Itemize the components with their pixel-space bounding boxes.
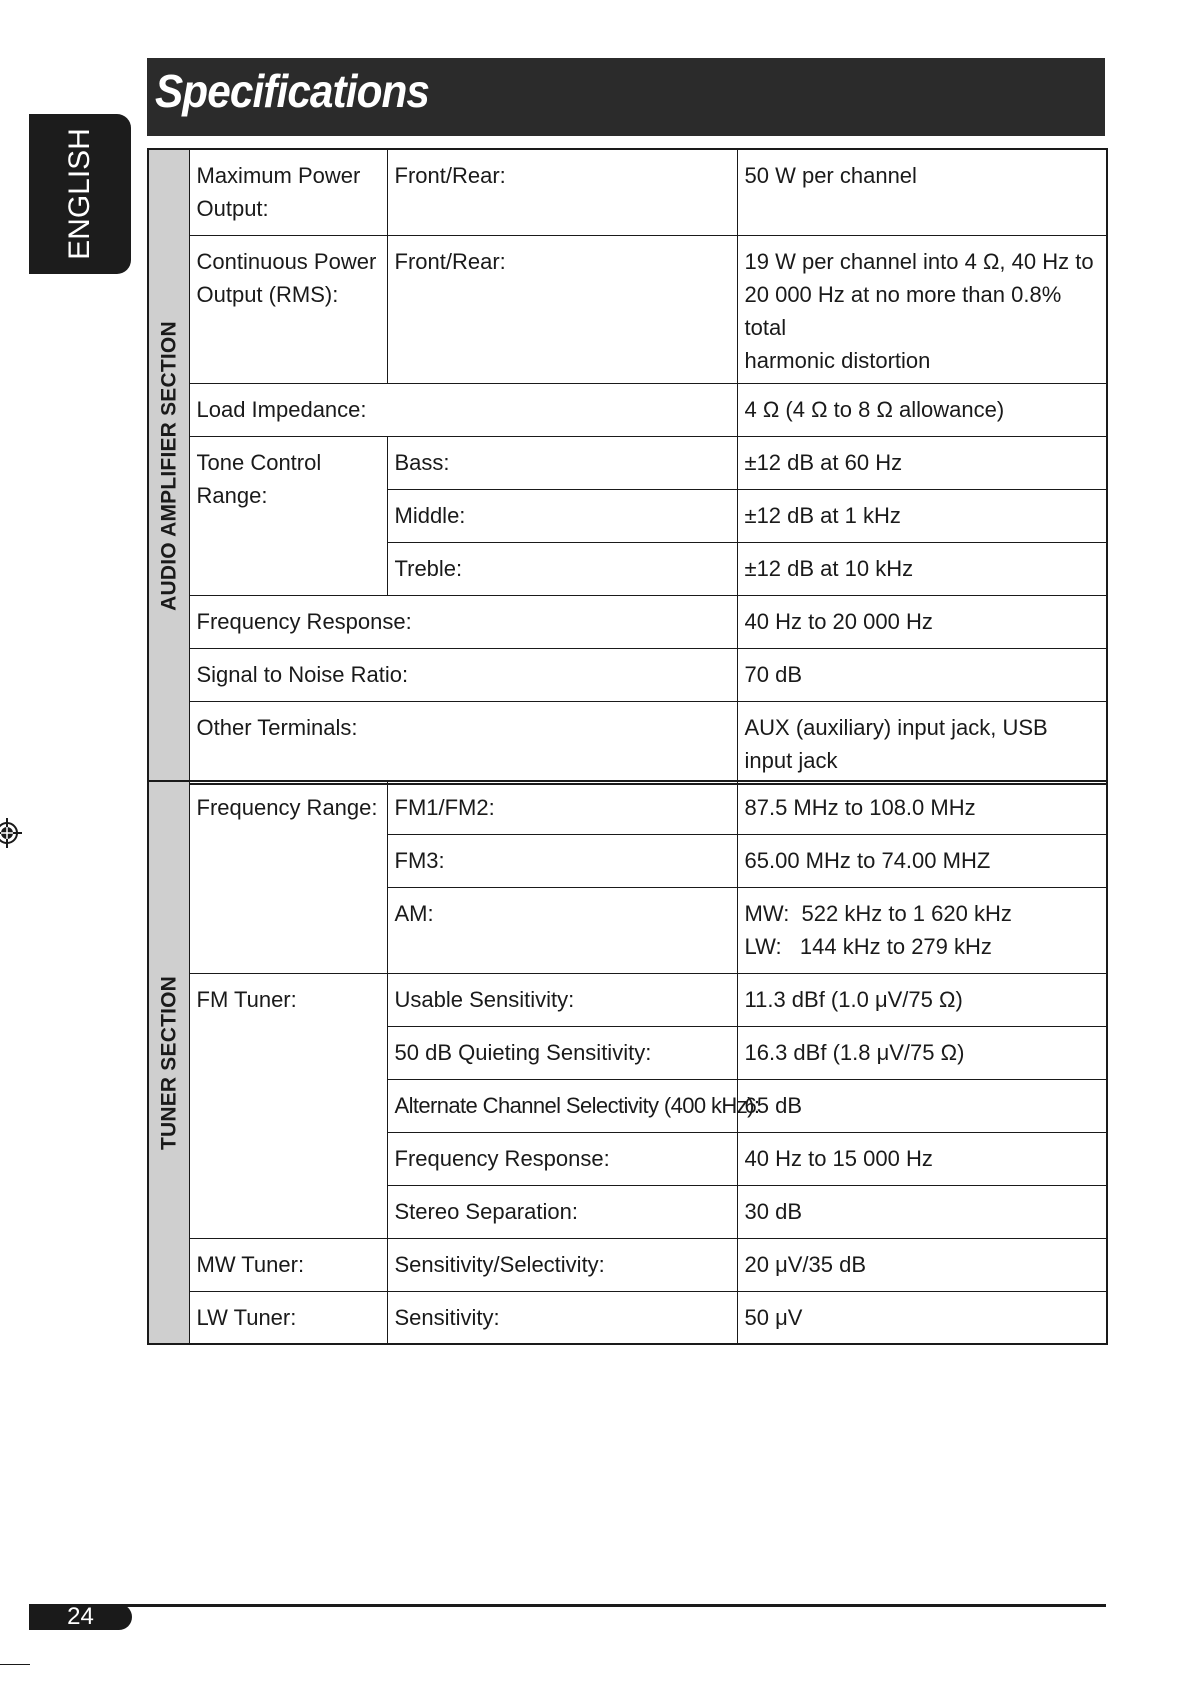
- spec-sublabel: Alternate Channel Selectivity (400 kHz):: [387, 1079, 737, 1132]
- spec-value: 50 μV: [737, 1291, 1107, 1344]
- spec-label: MW Tuner:: [189, 1238, 387, 1291]
- spec-sublabel: Bass:: [387, 436, 737, 489]
- spec-sublabel: AM:: [387, 887, 737, 973]
- table-row: [148, 781, 1107, 834]
- spec-value: 4 Ω (4 Ω to 8 Ω allowance): [737, 383, 1107, 436]
- tuner-table: [147, 780, 1108, 1345]
- language-label: ENGLISH: [63, 128, 96, 260]
- audio-amplifier-table: [147, 148, 1108, 785]
- spec-value: 19 W per channel into 4 Ω, 40 Hz to 20 000 Hz at no more than 0.8% total harmonic distortion: [737, 235, 1107, 383]
- spec-value: 70 dB: [737, 648, 1107, 701]
- table-row: [148, 149, 1107, 235]
- spec-label: Maximum Power Output:: [189, 149, 387, 235]
- table-row: [148, 595, 1107, 648]
- footer-rule: [29, 1604, 1106, 1607]
- table-row: [148, 973, 1107, 1026]
- spec-sublabel: FM1/FM2:: [387, 781, 737, 834]
- registration-mark-icon: [0, 816, 24, 850]
- page-number: 24: [29, 1604, 132, 1630]
- spec-sublabel: Usable Sensitivity:: [387, 973, 737, 1026]
- spec-value: 65.00 MHz to 74.00 MHZ: [737, 834, 1107, 887]
- spec-value: 87.5 MHz to 108.0 MHz: [737, 781, 1107, 834]
- table-row: [148, 701, 1107, 784]
- spec-sublabel: Frequency Response:: [387, 1132, 737, 1185]
- language-tab: [29, 114, 131, 274]
- spec-value: ±12 dB at 60 Hz: [737, 436, 1107, 489]
- crop-mark: [0, 1664, 30, 1665]
- section-label-cell: [148, 781, 189, 1344]
- spec-sublabel: Front/Rear:: [387, 149, 737, 235]
- section-label-cell: [148, 149, 189, 784]
- spec-label: LW Tuner:: [189, 1291, 387, 1344]
- spec-value: 30 dB: [737, 1185, 1107, 1238]
- spec-label: FM Tuner:: [189, 973, 387, 1238]
- spec-value: 16.3 dBf (1.8 μV/75 Ω): [737, 1026, 1107, 1079]
- spec-label: Continuous Power Output (RMS):: [189, 235, 387, 383]
- spec-value: ±12 dB at 1 kHz: [737, 489, 1107, 542]
- spec-value: 65 dB: [737, 1079, 1107, 1132]
- spec-value: 20 μV/35 dB: [737, 1238, 1107, 1291]
- table-row: [148, 235, 1107, 383]
- spec-value: AUX (auxiliary) input jack, USB input jack: [737, 701, 1107, 784]
- spec-sublabel: 50 dB Quieting Sensitivity:: [387, 1026, 737, 1079]
- page-title-bar: [147, 58, 1105, 136]
- section-label: AUDIO AMPLIFIER SECTION: [157, 321, 181, 612]
- spec-value: 40 Hz to 20 000 Hz: [737, 595, 1107, 648]
- spec-sublabel: Front/Rear:: [387, 235, 737, 383]
- page-title: Specifications: [155, 65, 430, 117]
- spec-value: 50 W per channel: [737, 149, 1107, 235]
- table-row: [148, 436, 1107, 489]
- spec-sublabel: Middle:: [387, 489, 737, 542]
- spec-sublabel: Sensitivity:: [387, 1291, 737, 1344]
- table-row: [148, 648, 1107, 701]
- spec-sublabel: Stereo Separation:: [387, 1185, 737, 1238]
- table-row: [148, 383, 1107, 436]
- spec-value: 40 Hz to 15 000 Hz: [737, 1132, 1107, 1185]
- spec-value: ±12 dB at 10 kHz: [737, 542, 1107, 595]
- spec-label: Tone Control Range:: [189, 436, 387, 595]
- spec-label: Frequency Response:: [189, 595, 737, 648]
- spec-value: MW: 522 kHz to 1 620 kHz LW: 144 kHz to 279 kHz: [737, 887, 1107, 973]
- spec-label: Load Impedance:: [189, 383, 737, 436]
- spec-label: Other Terminals:: [189, 701, 737, 784]
- spec-label: Signal to Noise Ratio:: [189, 648, 737, 701]
- spec-sublabel: FM3:: [387, 834, 737, 887]
- section-label: TUNER SECTION: [157, 975, 181, 1150]
- spec-sublabel: Treble:: [387, 542, 737, 595]
- spec-value: 11.3 dBf (1.0 μV/75 Ω): [737, 973, 1107, 1026]
- table-row: [148, 1238, 1107, 1291]
- table-row: [148, 1291, 1107, 1344]
- spec-label: Frequency Range:: [189, 781, 387, 973]
- spec-sublabel: Sensitivity/Selectivity:: [387, 1238, 737, 1291]
